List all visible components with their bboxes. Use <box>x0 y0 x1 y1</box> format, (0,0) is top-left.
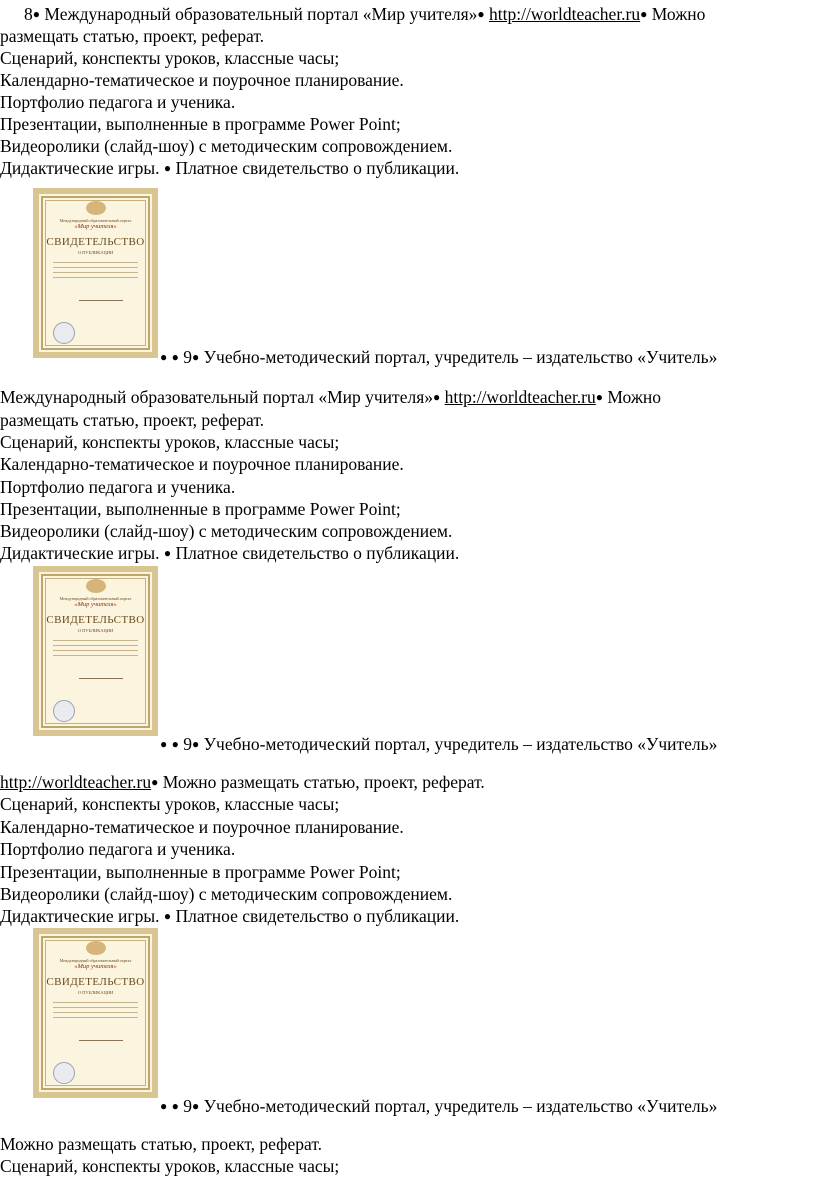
worldteacher-link[interactable]: http://worldteacher.ru <box>444 387 596 407</box>
paragraph-line: размещать статью, проект, реферат. <box>0 410 265 430</box>
stamp-icon <box>53 322 75 344</box>
bullet-icon: ● <box>192 737 200 751</box>
certificate-image: Международный образовательный портал «Мир учителя» СВИДЕТЕЛЬСТВО О ПУБЛИКАЦИИ <box>33 928 158 1098</box>
paragraph-line: Портфолио педагога и ученика. <box>0 92 236 112</box>
paragraph-line: Можно размещать статью, проект, реферат. <box>0 1134 323 1154</box>
stamp-icon <box>53 700 75 722</box>
paragraph-line: Сценарий, конспекты уроков, классные часы; <box>0 432 340 452</box>
bullet-icon: ● <box>433 390 441 404</box>
certificate-image: Международный образовательный портал «Мир учителя» СВИДЕТЕЛЬСТВО О ПУБЛИКАЦИИ <box>33 188 158 358</box>
paragraph-line: Календарно-тематическое и поурочное планирование. <box>0 454 404 474</box>
bullet-icon: ● <box>171 737 179 751</box>
worldteacher-link[interactable]: http://worldteacher.ru <box>0 772 152 792</box>
paragraph-line: Календарно-тематическое и поурочное планирование. <box>0 70 404 90</box>
emblem-icon <box>86 579 106 593</box>
emblem-icon <box>86 201 106 215</box>
paragraph-line: Дидактические игры. ● Платное свидетельство о публикации. <box>0 158 460 178</box>
bullet-icon: ● <box>160 737 168 751</box>
bullet-icon: ● <box>171 1099 179 1113</box>
bullet-icon: ● <box>192 350 200 364</box>
bullet-icon: ● <box>160 1099 168 1113</box>
paragraph-line: http://worldteacher.ru● Можно размещать статью, проект, реферат. <box>0 772 485 792</box>
bullet-icon: ● <box>160 350 168 364</box>
bullet-icon: ● <box>171 350 179 364</box>
signature <box>79 668 123 679</box>
bullet-icon: ● <box>595 390 604 404</box>
paragraph-line: ● ● 9● Учебно-методический портал, учредитель – издательство «Учитель» <box>160 734 718 754</box>
paragraph-line: Календарно-тематическое и поурочное планирование. <box>0 817 404 837</box>
paragraph-line: Презентации, выполненные в программе Power Point; <box>0 114 401 134</box>
emblem-icon <box>86 941 106 955</box>
worldteacher-link[interactable]: http://worldteacher.ru <box>489 4 641 24</box>
paragraph-line: 8● Международный образовательный портал «Мир учителя»● http://worldteacher.ru● Можно <box>24 4 706 24</box>
paragraph-line: Презентации, выполненные в программе Power Point; <box>0 862 401 882</box>
stamp-icon <box>53 1062 75 1084</box>
paragraph-line: Дидактические игры. ● Платное свидетельство о публикации. <box>0 543 460 563</box>
paragraph-line: Дидактические игры. ● Платное свидетельство о публикации. <box>0 906 460 926</box>
paragraph-line: Международный образовательный портал «Мир учителя»● http://worldteacher.ru● Можно <box>0 387 662 407</box>
paragraph-line: Презентации, выполненные в программе Power Point; <box>0 499 401 519</box>
bullet-icon: ● <box>163 909 172 923</box>
bullet-icon: ● <box>477 7 485 21</box>
bullet-icon: ● <box>163 546 172 560</box>
paragraph-line: Видеоролики (слайд-шоу) с методическим сопровождением. <box>0 521 453 541</box>
bullet-icon: ● <box>163 161 172 175</box>
paragraph-line: Сценарий, конспекты уроков, классные часы; <box>0 794 340 814</box>
paragraph-line: ● ● 9● Учебно-методический портал, учредитель – издательство «Учитель» <box>160 347 718 367</box>
paragraph-line: Сценарий, конспекты уроков, классные часы; <box>0 48 340 68</box>
bullet-icon: ● <box>192 1099 200 1113</box>
bullet-icon: ● <box>640 7 648 21</box>
paragraph-line: Видеоролики (слайд-шоу) с методическим сопровождением. <box>0 136 453 156</box>
signature <box>79 1030 123 1041</box>
bullet-icon: ● <box>32 7 40 21</box>
paragraph-line: Сценарий, конспекты уроков, классные часы; <box>0 1156 340 1176</box>
signature <box>79 290 123 301</box>
paragraph-line: Портфолио педагога и ученика. <box>0 839 236 859</box>
paragraph-line: Портфолио педагога и ученика. <box>0 477 236 497</box>
paragraph-line: Видеоролики (слайд-шоу) с методическим сопровождением. <box>0 884 453 904</box>
paragraph-line: размещать статью, проект, реферат. <box>0 26 265 46</box>
bullet-icon: ● <box>151 775 159 789</box>
certificate-image: Международный образовательный портал «Мир учителя» СВИДЕТЕЛЬСТВО О ПУБЛИКАЦИИ <box>33 566 158 736</box>
paragraph-line: ● ● 9● Учебно-методический портал, учредитель – издательство «Учитель» <box>160 1096 718 1116</box>
